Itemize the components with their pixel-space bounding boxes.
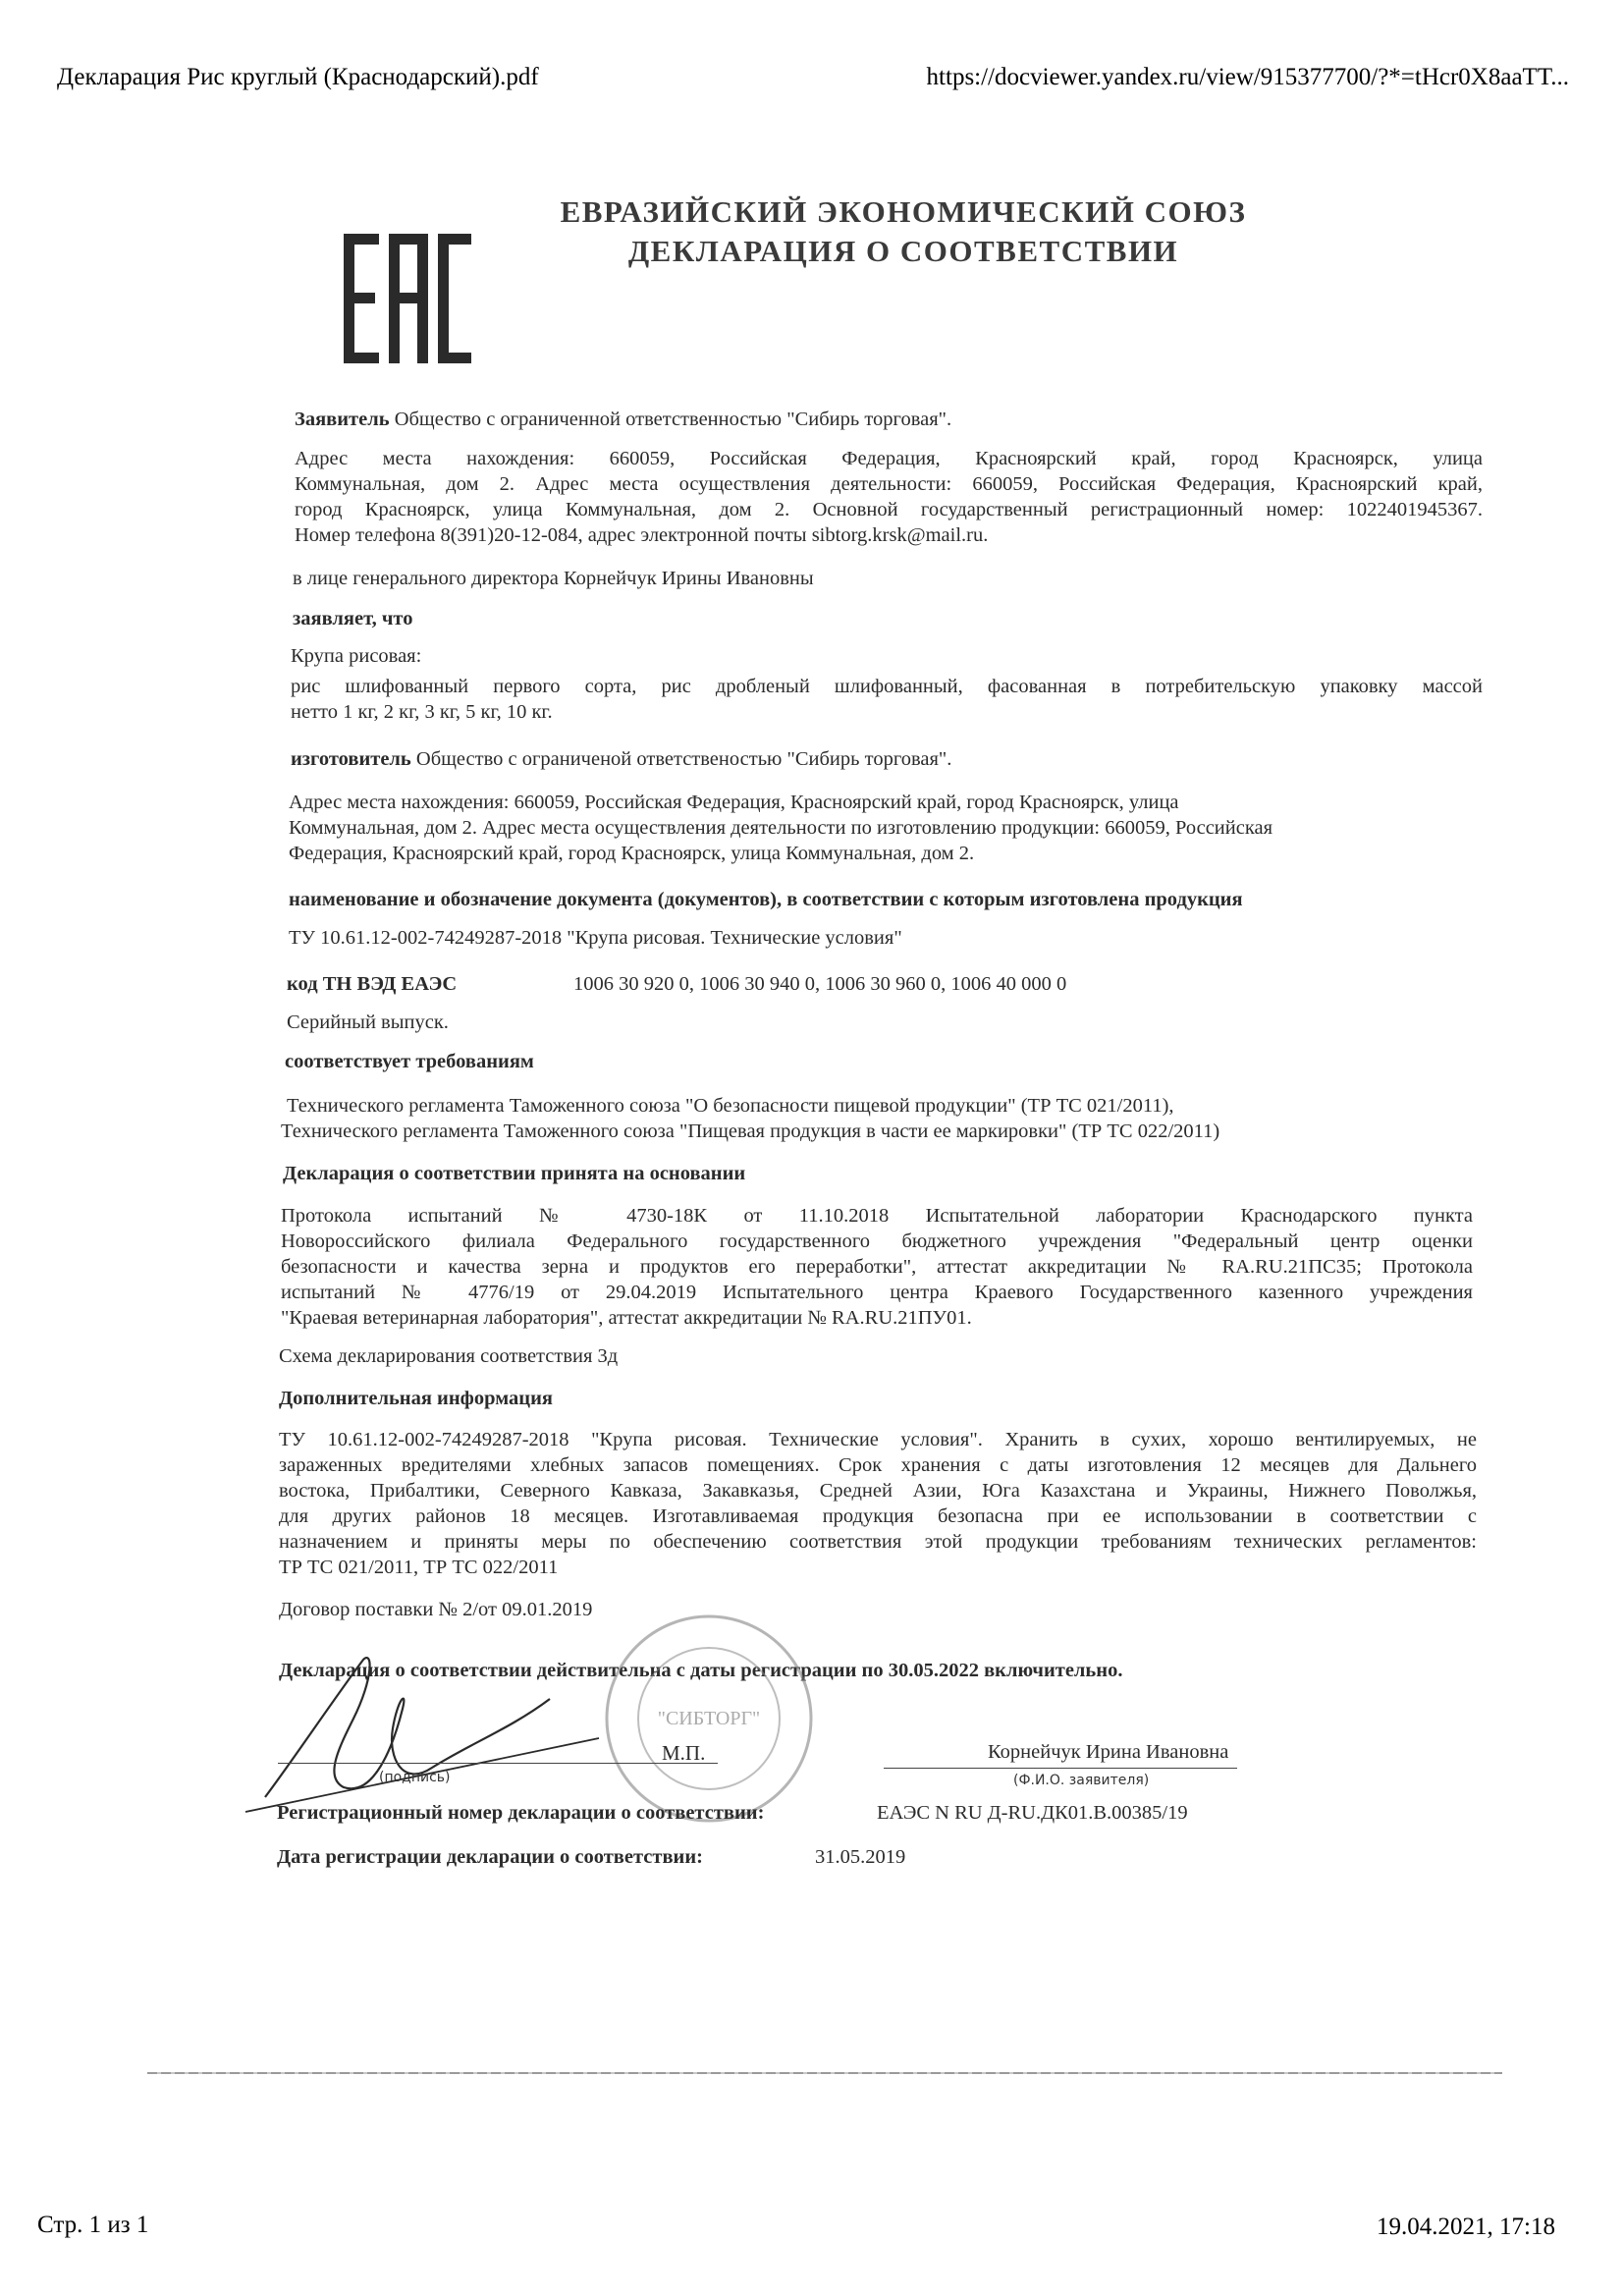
print-header-title: Декларация Рис круглый (Краснодарский).pdf — [57, 64, 539, 90]
print-footer-page: Стр. 1 из 1 — [37, 2212, 149, 2238]
applicant-label: Заявитель — [295, 409, 390, 430]
applicant-line — [295, 409, 951, 431]
release-type: Серийный выпуск. — [287, 1011, 449, 1033]
heading-declaration: ДЕКЛАРАЦИЯ О СООТВЕТСТВИИ — [627, 234, 1179, 268]
hs-code-value: 1006 30 920 0, 1006 30 940 0, 1006 30 960 0, 1006 40 000 0 — [573, 973, 1067, 995]
bottom-divider — [147, 2072, 1502, 2074]
signer-line — [884, 1768, 1237, 1769]
complies-label: соответствует требованиям — [285, 1051, 534, 1072]
product-name: Крупа рисовая: — [291, 645, 422, 667]
signature-line — [278, 1763, 718, 1764]
applicant-address-2: Коммунальная, дом 2. Адрес места осуществления деятельности: 660059, Российская Федерация, Красноярский край, — [295, 473, 1483, 495]
basis-text-3: безопасности и качества зерна и продуктов его переработки", аттестат аккредитации № RA.RU.21ПС35; Протокола — [281, 1256, 1473, 1278]
manufacturer-address-2: Коммунальная, дом 2. Адрес места осуществления деятельности по изготовлению продукции: 660059, Российская — [289, 817, 1273, 839]
applicant-address-1: Адрес места нахождения: 660059, Российская Федерация, Красноярский край, город Красноярск, улица — [295, 448, 1483, 469]
represented-by: в лице генерального директора Корнейчук Ирины Ивановны — [293, 568, 814, 589]
additional-text-4: для других районов 18 месяцев. Изготавливаемая продукция безопасна при ее использовании в соответствии с — [279, 1505, 1477, 1527]
product-desc-2: нетто 1 кг, 2 кг, 3 кг, 5 кг, 10 кг. — [291, 701, 553, 723]
basis-text-2: Новороссийского филиала Федерального государственного бюджетного учреждения "Федеральный центр оценки — [281, 1230, 1473, 1252]
signature-icon — [226, 1640, 638, 1827]
manufacturer-address-1: Адрес места нахождения: 660059, Российская Федерация, Красноярский край, город Красноярск, улица — [289, 792, 1179, 813]
eac-mark-icon — [344, 234, 471, 363]
signature-caption: (подпись) — [379, 1770, 451, 1785]
hs-code-label: код ТН ВЭД ЕАЭС — [287, 973, 458, 995]
reg-date-label: Дата регистрации декларации о соответствии: — [277, 1846, 703, 1868]
heading-union: ЕВРАЗИЙСКИЙ ЭКОНОМИЧЕСКИЙ СОЮЗ — [560, 194, 1247, 229]
manufacturer-line — [291, 748, 951, 771]
regulation-2: Технического регламента Таможенного союза "Пищевая продукция в части ее маркировки" (ТР ТС 022/2011) — [281, 1121, 1220, 1142]
manufacturer-name: Общество с ограниченой ответственостью "Сибирь торговая". — [415, 748, 952, 770]
declares-label: заявляет, что — [293, 608, 413, 629]
manufacturer-label: изготовитель — [291, 748, 411, 770]
print-footer-datetime: 19.04.2021, 17:18 — [1377, 2214, 1555, 2240]
applicant-address-4: Номер телефона 8(391)20-12-084, адрес электронной почты sibtorg.krsk@mail.ru. — [295, 524, 989, 546]
reg-number-label: Регистрационный номер декларации о соответствии: — [277, 1802, 765, 1824]
basis-label: Декларация о соответствии принята на основании — [283, 1163, 746, 1184]
stamp-text: "СИБТОРГ" — [657, 1708, 761, 1729]
print-header-url[interactable]: https://docviewer.yandex.ru/view/915377700/?*=tHcr0X8aaTT... — [926, 64, 1569, 90]
standard-label: наименование и обозначение документа (документов), в соответствии с которым изготовлена продукция — [289, 889, 1243, 910]
standard-value: ТУ 10.61.12-002-74249287-2018 "Крупа рисовая. Технические условия" — [289, 927, 902, 949]
product-desc-1: рис шлифованный первого сорта, рис дробленый шлифованный, фасованная в потребительскую упаковку массой — [291, 676, 1483, 697]
additional-text-6: ТР ТС 021/2011, ТР ТС 022/2011 — [279, 1557, 559, 1578]
regulation-1: Технического регламента Таможенного союза "О безопасности пищевой продукции" (ТР ТС 021/2011), — [287, 1095, 1174, 1117]
additional-text-1: ТУ 10.61.12-002-74249287-2018 "Крупа рисовая. Технические условия". Хранить в сухих, хорошо вентилируемых, не — [279, 1429, 1477, 1450]
additional-text-3: востока, Прибалтики, Северного Кавказа, Закавказья, Средней Азии, Юга Казахстана и Украины, Нижнего Поволжья, — [279, 1480, 1477, 1502]
additional-text-2: зараженных вредителями хлебных запасов помещениях. Срок хранения с даты изготовления 12 месяцев для Дальнего — [279, 1454, 1477, 1476]
manufacturer-address-3: Федерация, Красноярский край, город Красноярск, улица Коммунальная, дом 2. — [289, 843, 975, 864]
validity: Декларация о соответствии действительна с даты регистрации по 30.05.2022 включительно. — [279, 1660, 1123, 1681]
reg-date-value: 31.05.2019 — [815, 1846, 906, 1868]
scheme: Схема декларирования соответствия 3д — [279, 1345, 619, 1367]
reg-number-value: ЕАЭС N RU Д-RU.ДК01.В.00385/19 — [877, 1802, 1188, 1824]
additional-label: Дополнительная информация — [279, 1388, 553, 1409]
basis-text-5: "Краевая ветеринарная лаборатория", аттестат аккредитации № RA.RU.21ПУ01. — [281, 1307, 972, 1329]
additional-text-5: назначением и приняты меры по обеспечению соответствия этой продукции требованиям технических регламентов: — [279, 1531, 1477, 1553]
signer-name: Корнейчук Ирина Ивановна — [988, 1741, 1229, 1763]
applicant-address-3: город Красноярск, улица Коммунальная, дом 2. Основной государственный регистрационный номер: 1022401945367. — [295, 499, 1483, 520]
seal-label: М.П. — [662, 1741, 706, 1765]
basis-text-1: Протокола испытаний № 4730-18К от 11.10.2018 Испытательной лаборатории Краснодарского пункта — [281, 1205, 1473, 1227]
contract: Договор поставки № 2/от 09.01.2019 — [279, 1599, 593, 1620]
applicant-name: Общество с ограниченной ответственностью "Сибирь торговая". — [394, 409, 952, 430]
signer-caption: (Ф.И.О. заявителя) — [1013, 1773, 1150, 1788]
basis-text-4: испытаний № 4776/19 от 29.04.2019 Испытательного центра Краевого Государственного казенного учреждения — [281, 1282, 1473, 1303]
